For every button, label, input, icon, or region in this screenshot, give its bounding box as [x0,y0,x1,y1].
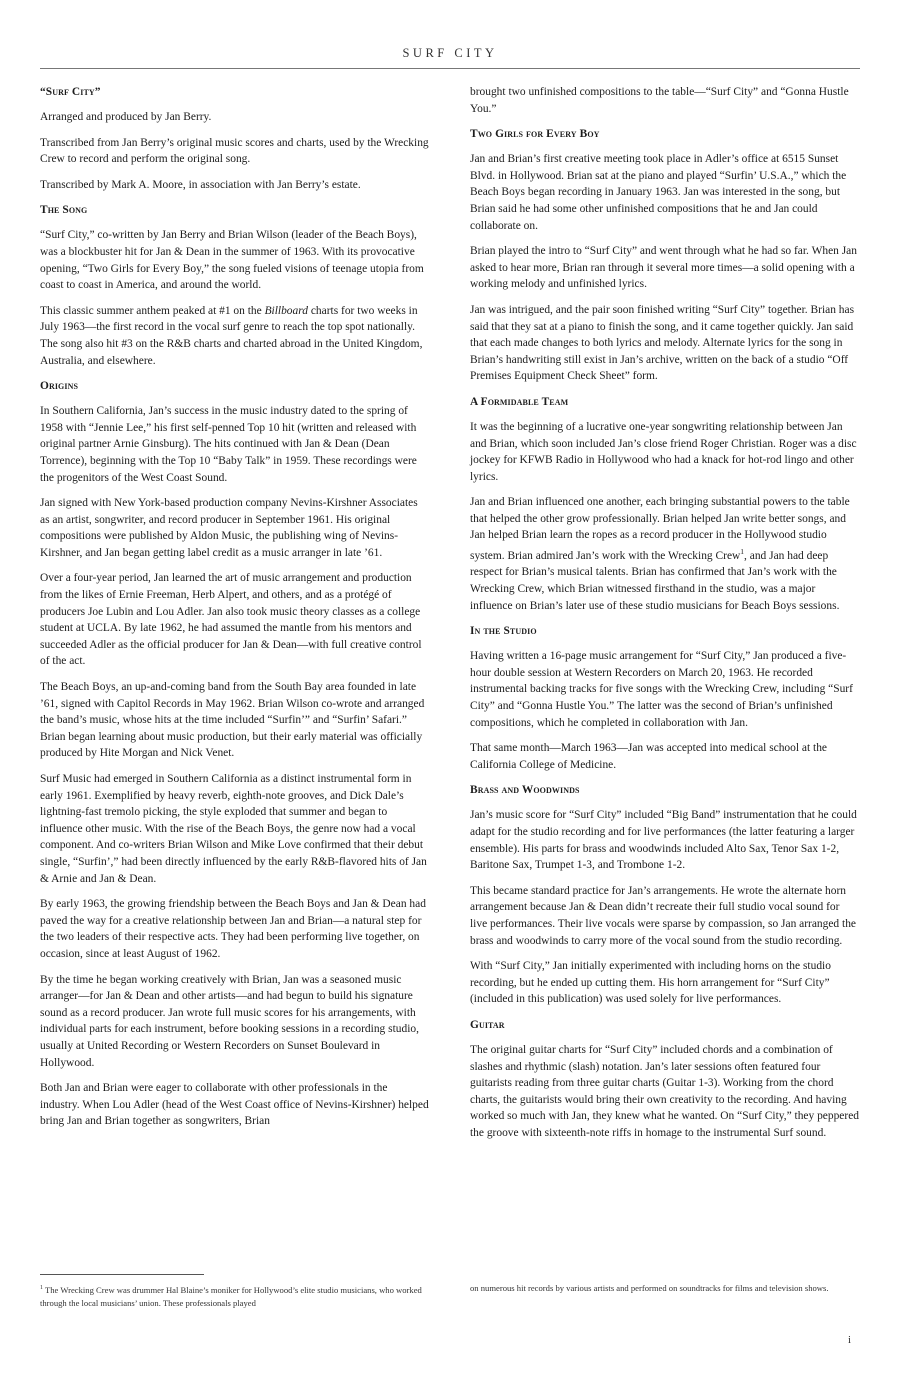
footnote-left: $^1$ The Wrecking Crew was drummer Hal Blaine’s moniker for Hollywood’s elite studio musicians, who worked through the local musicians’ union. These professionals played [40,1284,422,1308]
body-paragraph: With “Surf City,” Jan initially experimented with including horns on the studio recording, but he ended up cutting them. His horn arrangement for “Surf City” (included in this publication) was used solely for live performances. [470,960,831,1006]
section-heading-guitar: Guitar [470,1018,505,1031]
right-column [470,84,859,1151]
body-paragraph: Jan and Brian’s first creative meeting took place in Adler’s office at 6515 Sunset Blvd. in Hollywood. Brian sat at the piano and played “Surfin’ U.S.A.,” which the Beach Boys began recording in January 1963. Jan was interested in the song, but Brian said he had some other unfinished compositions that he and Jan could collaborate on. [470,153,847,232]
body-paragraph: By early 1963, the growing friendship between the Beach Boys and Jan & Dean had paved the way for a creative relationship between Jan and Brian—a natural step for the two leaders of their respective acts. They had been performing live together, on occasion, since at least August of 1962. [40,898,426,960]
section-heading-brass-woodwinds: Brass and Woodwinds [470,784,580,797]
left-column [40,84,429,1139]
body-paragraph-continued: brought two unfinished compositions to the table—“Surf City” and “Gonna Hustle You.” [470,86,849,115]
body-paragraph: Jan’s music score for “Surf City” included “Big Band” instrumentation that he could adapt for the studio recording and for live performances (the latter featuring a larger ensemble). His parts for brass and woodwinds included Alto Sax, Tenor Sax 1-2, Baritone Sax, Trumpet 1-3, and Trombone 1-2. [470,809,857,872]
page-number: i [848,1334,852,1346]
body-paragraph: By the time he began working creatively with Brian, Jan was a seasoned music arranger—for Jan & Dean and other artists—and had begun to build his signature sound as a record producer. Jan wrote full music scores for his arrangements, with individual parts for each instrument, before booking sessions in a recording studio, usually at United Recording or Western Recorders on Sunset Boulevard in Hollywood. [40,973,419,1069]
header-rule [40,68,860,69]
body-paragraph: Over a four-year period, Jan learned the art of music arrangement and production from the likes of Ernie Freeman, Herb Alpert, and others, and as a protégé of producers Joe Lubin and Lou Adler. Jan also took music theory classes as a college student at UCLA. By late 1962, he had assumed the mantle from his mentors and succeeded Adler as the official producer for Jan & Dean—with full creative control of the act. [40,572,422,668]
body-paragraph: Jan signed with New York-based production company Nevins-Kirshner Associates as an artist, songwriter, and record producer in September 1961. His original compositions were published by Aldon Music, the publishing wing of Nevins-Kirshner, and Jan began getting label credit as a music arranger in late ’61. [40,497,418,559]
running-head: SURF CITY [402,46,498,60]
body-paragraph: Surf Music had emerged in Southern California as a distinct instrumental form in early 1961. Exemplified by heavy reverb, eighth-note grooves, and Dick Dale’s lightning-fast tremolo picking, the style exploded that summer and began to influence other music. With the rise of the Beach Boys, the genre now had a vocal component. And co-writers Brian Wilson and Mike Love confirmed that their debut single, “Surfin’,” had been directly influenced by the early R&B-flavored hits of Jan & Arnie and Jan & Dean. [40,773,427,885]
footnote-reference[interactable]: 1 [740,547,745,557]
section-heading-origins: Origins [40,380,79,393]
credit-paragraph: Arranged and produced by Jan Berry. [40,111,212,123]
body-paragraph: Brian played the intro to “Surf City” and went through what he had so far. When Jan asked to hear more, Brian ran through it several more times—a solid opening with a working melody and unfinished lyrics. [470,245,857,291]
section-heading-in-the-studio: In the Studio [470,625,537,638]
body-paragraph: Jan was intrigued, and the pair soon finished writing “Surf City” together. Brian has said that they sat at a piano to finish the song, and it came together quickly. Jan said that each made changes to both lyrics and melody. Alternate lyrics for the song in Brian’s handwriting still exist in Jan’s archive, written on the back of a studio “Off Premises Equipment Check Sheet” form. [470,303,855,383]
credit-paragraph: Transcribed from Jan Berry’s original music scores and charts, used by the Wrecking Crew to record and perform the original song. [40,136,429,166]
credit-paragraph: Transcribed by Mark A. Moore, in association with Jan Berry’s estate. [40,178,361,191]
footnote-rule [40,1274,204,1275]
article-title: “Surf City” [40,86,101,98]
body-paragraph: That same month—March 1963—Jan was accepted into medical school at the California College of Medicine. [470,742,827,771]
section-heading-two-girls: Two Girls for Every Boy [470,128,600,141]
body-paragraph: Jan and Brian influenced one another, each bringing substantial powers to the table that helped the other grow professionally. Brian helped Jan write better songs, and Jan helped Brian learn the ropes as a record producer in the Hollywood studio system. Brian admired Jan’s work with the Wrecking Crew$^1$, and Jan had deep respect for Brian’s musical talents. Brian has confirmed that Jan’s work with the Wrecking Crew, which Brian witnessed firsthand in the studio, was a major influence on Brian’s later use of these studio musicians for Beach Boys sessions. [470,496,850,612]
billboard-italic: Billboard [264,304,308,317]
body-paragraph: Having written a 16-page music arrangement for “Surf City,” Jan produced a five-hour double session at Western Recorders on March 20, 1963. He recorded instrumental backing tracks for five songs with the Wrecking Crew, including “Surf City” and “Gonna Hustle You.” The latter was the second of Brian’s unfinished compositions, which he completed in collaboration with Jan. [470,650,853,729]
body-paragraph: This became standard practice for Jan’s arrangements. He wrote the alternate horn arrangement because Jan & Dean didn’t recreate their full studio vocal sound for live performances. Their live vocals were sparse by compassion, so Jan arranged the brass and woodwinds to carry more of the vocal sound from the studio recording. [470,884,856,947]
footnote-marker: 1 [40,1285,43,1291]
section-heading-the-song: The Song [40,204,88,217]
body-paragraph: The original guitar charts for “Surf City” included chords and a combination of slashes and rhythmic (slash) notation. Jan’s later sessions often featured four guitarists reading from three guitar charts (Guitar 1-3). Working from the chord charts, the guitarists would bring their own creativity to the recording. And having worked so much with Jan, they knew what he wanted. On “Surf City,” they peppered the groove with sixteenth-note riffs in homage to the instrumental Surf sound. [470,1043,859,1139]
body-paragraph: It was the beginning of a lucrative one-year songwriting relationship between Jan and Brian, which soon included Jan’s close friend Roger Christian. Roger was a disc jockey for KFWB Radio in Hollywood who had a knack for hot-rod lingo and other lyrics. [470,420,857,483]
section-heading-formidable-team: A Formidable Team [470,395,569,408]
body-paragraph: This classic summer anthem peaked at #1 on the Billboard charts for two weeks in July 1963—the first record in the vocal surf genre to reach the top spot nationally. The song also hit #3 on the R&B charts and charted abroad in the United Kingdom, Australia, and elsewhere. [40,304,423,367]
body-paragraph: The Beach Boys, an up-and-coming band from the South Bay area founded in late ’61, signed with Capitol Records in May 1962. Brian Wilson co-wrote and arranged the band’s music, whose hits at the time included “Surfin’” and “Surfin’ Safari.” Brian began learning about music production, but their early material was officially produced by Hite Morgan and Nick Venet. [40,681,425,760]
body-paragraph: Both Jan and Brian were eager to collaborate with other professionals in the industry. When Lou Adler (head of the West Coast office of Nevins-Kirshner) helped bring Jan and Brian together as songwriters, Brian [40,1082,429,1128]
footnote-right: on numerous hit records by various artists and performed on soundtracks for films and television shows. [470,1283,829,1293]
body-paragraph: In Southern California, Jan’s success in the music industry dated to the spring of 1958 with “Jennie Lee,” his first self-penned Top 10 hit (written and released with original partner Arnie Ginsburg). The hits continued with Jan & Dean (Dean Torrence), beginning with the Top 10 “Baby Talk” in 1959. These recordings were the progenitors of the West Coast Sound. [40,405,417,484]
body-paragraph: “Surf City,” co-written by Jan Berry and Brian Wilson (leader of the Beach Boys), was a blockbuster hit for Jan & Dean in the summer of 1963. With its provocative opening, “Two Girls for Every Boy,” the song fueled visions of teenage utopia from coast to coast in America, and around the world. [40,229,424,292]
